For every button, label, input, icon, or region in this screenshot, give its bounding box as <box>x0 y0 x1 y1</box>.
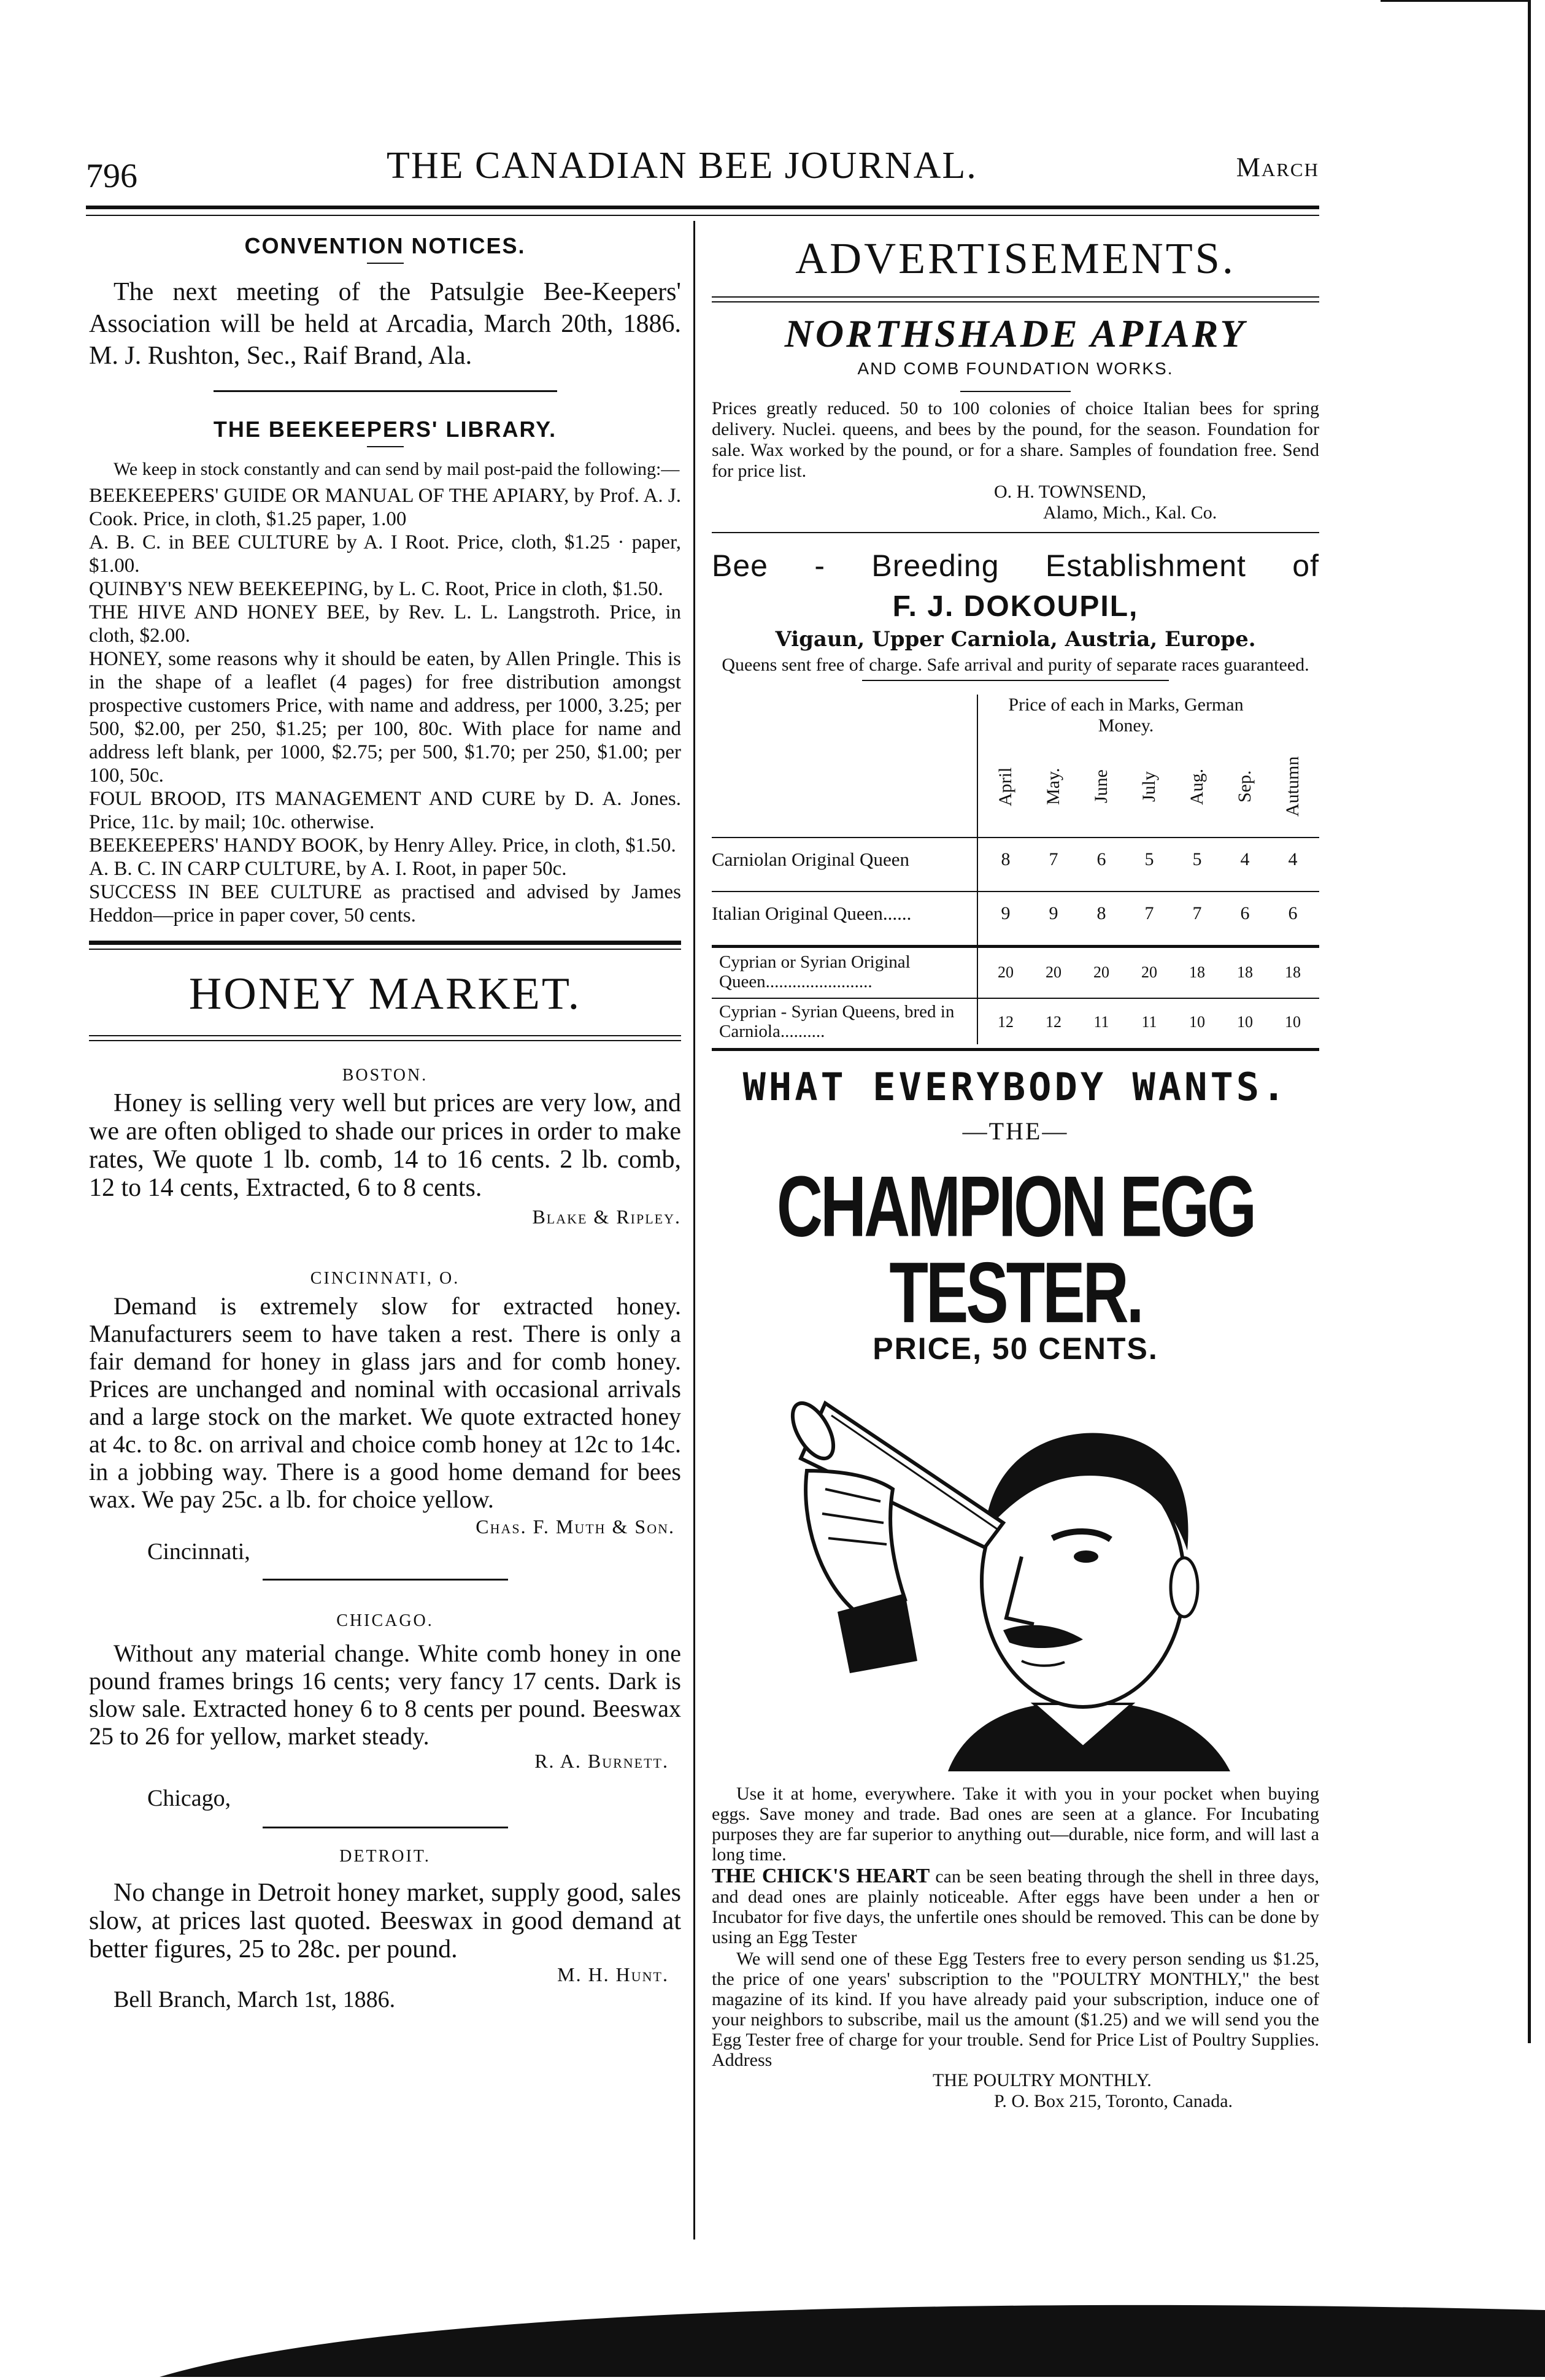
cell: 6 <box>1288 903 1298 923</box>
small-rule <box>960 391 1071 392</box>
cell: 9 <box>1049 903 1058 923</box>
page-edge-top <box>1381 0 1528 2</box>
advertisements-heading: ADVERTISEMENTS. <box>795 234 1236 283</box>
egg-tester-product: CHAMPION EGG TESTER. <box>776 1158 1255 1341</box>
egg-tester-address2: P. O. Box 215, Toronto, Canada. <box>994 2091 1233 2111</box>
row-label: Italian Original Queen...... <box>712 903 912 924</box>
cell: 7 <box>1049 849 1058 869</box>
price-table <box>712 695 1319 1044</box>
list-item: SUCCESS IN BEE CULTURE as practised and advised by James Heddon—price in paper cover, 50 cents. <box>89 881 681 926</box>
column-divider <box>693 221 695 2239</box>
cell: 10 <box>1237 1013 1253 1031</box>
egg-tester-text1: Use it at home, everywhere. Take it with you in your pocket when buying eggs. Save money and trade. Bad ones are seen at a glance. For Incubating purposes they are far superior to anything out—durable, nice form, and will last a long time. <box>712 1784 1319 1865</box>
section-rule-thin <box>712 532 1319 533</box>
list-item: QUINBY'S NEW BEEKEEPING, by L. C. Root, Price in cloth, $1.50. <box>89 578 663 600</box>
northshade-text: Prices greatly reduced. 50 to 100 colonies of choice Italian bees for spring delivery. Nuclei. queens, and bees by the pound, for the season. Foundation for sale. Wax worked by the pound, or for a share. Samples of foundation free. Send for price list. <box>712 398 1319 481</box>
list-item: HONEY, some reasons why it should be eaten, by Allen Pringle. This is in the shape of a leaflet (4 pages) for free distribution amongst prospective customers Price, with name and address, per 1000, 3.25; per 500, $2.00, per 250, $1.25; per 100, 80c. With place for name and address left blank, per 1000, $2.75; per 500, $1.70; per 250, $1.00; per 100, 50c. <box>89 648 681 787</box>
cell: 12 <box>1046 1013 1061 1031</box>
ornament-rule <box>214 390 557 392</box>
section-rule-thin <box>712 296 1319 298</box>
section-rule-thin <box>89 949 681 950</box>
list-item: BEEKEEPERS' GUIDE OR MANUAL OF THE APIARY, by Prof. A. J. Cook. Price, in cloth, $1.25 paper, 1.00 <box>89 485 681 530</box>
row-label: Cyprian or Syrian Original Queen........................ <box>719 952 911 992</box>
city-chicago: CHICAGO. <box>336 1611 434 1630</box>
dokoupil-line1: Bee - Breeding Establishment of <box>712 549 1319 583</box>
cell: 18 <box>1237 963 1253 981</box>
egg-tester-the: —THE— <box>962 1117 1069 1145</box>
small-rule <box>862 680 1169 681</box>
cell: 11 <box>1141 1013 1157 1031</box>
illustration-svg <box>764 1379 1267 1771</box>
convention-heading: CONVENTION NOTICES. <box>244 233 526 258</box>
dokoupil-text: Queens sent free of charge. Safe arrival and purity of separate races guaranteed. <box>722 655 1309 675</box>
cell: 18 <box>1285 963 1301 981</box>
page-number: 796 <box>86 157 137 195</box>
page-header <box>86 144 1319 193</box>
month-may: May. <box>1043 768 1063 806</box>
table-row <box>712 998 1319 1046</box>
row-values <box>982 963 1317 982</box>
library-intro: We keep in stock constantly and can send by mail post-paid the following:— <box>114 459 680 479</box>
header-rule <box>86 206 1319 209</box>
ornament-rule <box>263 1827 508 1828</box>
detroit-place: Bell Branch, March 1st, 1886. <box>114 1987 396 2012</box>
cell: 5 <box>1192 849 1202 869</box>
cell: 18 <box>1189 963 1205 981</box>
cell: 20 <box>1093 963 1109 981</box>
egg-tester-price: PRICE, 50 CENTS. <box>873 1331 1158 1366</box>
chicks-heart-text: can be seen beating through the shell in three days, and dead ones are plainly noticeable. After eggs have been under a hen or Incubator for five days, the unfertile ones should be removed. This can be done by using an Egg Tester <box>712 1866 1319 1947</box>
list-item: BEEKEEPERS' HANDY BOOK, by Henry Alley. Price, in cloth, $1.50. <box>89 834 676 857</box>
row-label: Carniolan Original Queen <box>712 849 909 870</box>
list-item: FOUL BROOD, ITS MANAGEMENT AND CURE by D. A. Jones. Price, 11c. by mail; 10c. otherwise. <box>89 788 681 833</box>
detroit-text: No change in Detroit honey market, supply good, sales slow, at prices last quoted. Beeswax in good demand at better figures, 25 to 28c. per pound. <box>89 1879 681 1963</box>
bottom-edge-shadow <box>160 2298 1545 2377</box>
table-row <box>712 945 1319 997</box>
cincinnati-signature: Chas. F. Muth & Son. <box>476 1515 675 1538</box>
cell: 11 <box>1093 1013 1109 1031</box>
row-label: Cyprian - Syrian Queens, bred in Carniola.......... <box>719 1002 955 1041</box>
cell: 12 <box>998 1013 1014 1031</box>
cincinnati-text: Demand is extremely slow for extracted honey. Manufacturers seem to have taken a rest. There is only a fair demand for honey in glass jars and for comb honey. Prices are unchanged and nominal with occasional arrivals and a large stock on the market. We quote extracted honey at 4c. to 8c. on arrival and choice comb honey at 12c to 14c. in a jobbing way. There is a good home demand for bees wax. We pay 25c. a lb. for choice yellow. <box>89 1292 681 1513</box>
egg-tester-headline: WHAT EVERYBODY WANTS. <box>742 1065 1289 1109</box>
section-rule-thick <box>89 941 681 945</box>
city-detroit: DETROIT. <box>339 1847 431 1866</box>
month-april: April <box>995 767 1015 806</box>
city-cincinnati: CINCINNATI, O. <box>310 1269 460 1288</box>
ornament-rule <box>263 1579 508 1581</box>
cell: 20 <box>1046 963 1061 981</box>
chicago-signature: R. A. Burnett. <box>534 1750 669 1772</box>
honey-market-heading: HONEY MARKET. <box>188 969 582 1019</box>
small-rule <box>367 263 404 264</box>
left-column <box>89 227 681 2013</box>
northshade-sig-name: O. H. TOWNSEND, <box>994 482 1147 502</box>
month-july: July <box>1139 771 1159 803</box>
cell: 10 <box>1285 1013 1301 1031</box>
list-item: A. B. C. IN CARP CULTURE, by A. I. Root, in paper 50c. <box>89 858 567 880</box>
small-rule <box>367 446 404 447</box>
egg-tester-text2 <box>712 1866 1319 1947</box>
cell: 4 <box>1240 849 1250 869</box>
egg-tester-address1: THE POULTRY MONTHLY. <box>933 2070 1152 2090</box>
table-row <box>712 891 1319 935</box>
dokoupil-address: Vigaun, Upper Carniola, Austria, Europe. <box>775 627 1256 652</box>
city-boston: BOSTON. <box>342 1066 428 1085</box>
right-column <box>712 227 1319 2112</box>
month-june: June <box>1091 769 1111 804</box>
cell: 7 <box>1192 903 1202 923</box>
northshade-sig-place: Alamo, Mich., Kal. Co. <box>1043 503 1217 523</box>
detroit-signature: M. H. Hunt. <box>557 1963 669 1985</box>
boston-signature: Blake & Ripley. <box>532 1206 681 1228</box>
dokoupil-name: F. J. DOKOUPIL, <box>892 590 1139 623</box>
library-list <box>89 484 681 927</box>
month-autumn: Autumn <box>1282 756 1303 817</box>
list-item: THE HIVE AND HONEY BEE, by Rev. L. L. Langstroth. Price, in cloth, $2.00. <box>89 601 681 647</box>
cincinnati-place: Cincinnati, <box>147 1539 250 1565</box>
cell: 4 <box>1288 849 1298 869</box>
section-rule-thick <box>712 1048 1319 1051</box>
cell: 6 <box>1240 903 1250 923</box>
row-values <box>982 903 1317 924</box>
cell: 20 <box>998 963 1014 981</box>
section-rule-thin <box>712 301 1319 302</box>
list-item: A. B. C. in BEE CULTURE by A. I Root. Price, cloth, $1.25 · paper, $1.00. <box>89 531 681 577</box>
egg-tester-text3: We will send one of these Egg Testers free to every person sending us $1.25, the price of one years' subscription to the "POULTRY MONTHLY," the best magazine of its kind. If you have already paid your subscription, induce one of your neighbors to subscribe, mail us the amount ($1.25) and we will send you the Egg Tester free of charge for your trouble. Send for Price List of Poultry Supplies. Address <box>712 1949 1319 2070</box>
header-month: March <box>1236 152 1319 182</box>
journal-title: THE CANADIAN BEE JOURNAL. <box>387 145 977 187</box>
section-rule-thin <box>89 1040 681 1041</box>
northshade-title: NORTHSHADE APIARY <box>784 312 1247 355</box>
northshade-subtitle: AND COMB FOUNDATION WORKS. <box>857 359 1174 378</box>
section-rule-thin <box>89 1035 681 1036</box>
man-with-egg-tester-illustration <box>764 1379 1267 1771</box>
library-heading: THE BEEKEEPERS' LIBRARY. <box>213 417 557 442</box>
page-bottom-edge <box>160 2298 1545 2377</box>
cell: 10 <box>1189 1013 1205 1031</box>
chicago-text: Without any material change. White comb honey in one pound frames brings 16 cents; very fancy 17 cents. Dark is slow sale. Extracted honey 6 to 8 cents per pound. Beeswax 25 to 26 for yellow, market steady. <box>89 1639 681 1750</box>
cell: 6 <box>1096 849 1106 869</box>
months-row <box>982 741 1319 833</box>
cell: 20 <box>1141 963 1157 981</box>
chicks-heart-lead: THE CHICK'S HEART <box>712 1865 930 1887</box>
cell: 8 <box>1001 849 1011 869</box>
row-values <box>982 1013 1317 1031</box>
cell: 5 <box>1144 849 1154 869</box>
chicago-place: Chicago, <box>147 1785 231 1811</box>
row-values <box>982 849 1317 870</box>
month-sep: Sep. <box>1235 770 1255 803</box>
cell: 9 <box>1001 903 1011 923</box>
table-row <box>712 837 1319 881</box>
page-edge-line <box>1528 0 1531 2043</box>
convention-text: The next meeting of the Patsulgie Bee-Keepers' Association will be held at Arcadia, March 20th, 1886. M. J. Rushton, Sec., Raif Brand, Ala. <box>89 278 681 370</box>
price-table-header: Price of each in Marks, German Money. <box>1008 695 1244 736</box>
boston-text: Honey is selling very well but prices are very low, and we are often obliged to shade our prices in order to make rates, We quote 1 lb. comb, 14 to 16 cents. 2 lb. comb, 12 to 14 cents, Extracted, 6 to 8 cents. <box>89 1089 681 1202</box>
cell: 8 <box>1096 903 1106 923</box>
cell: 7 <box>1144 903 1154 923</box>
month-aug: Aug. <box>1187 768 1207 805</box>
header-rule-thin <box>86 215 1319 216</box>
